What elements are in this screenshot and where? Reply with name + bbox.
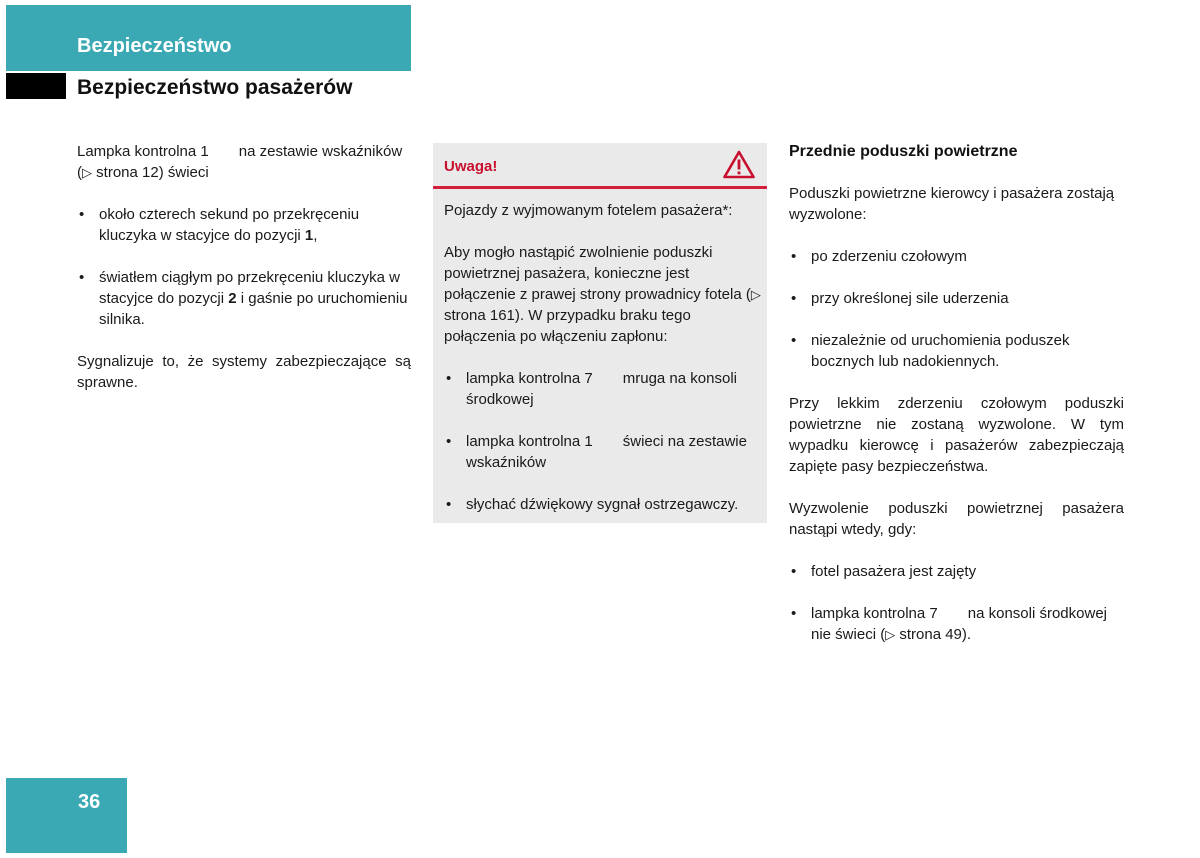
right-b5-a: lampka kontrolna 7 <box>811 605 938 622</box>
warning-b2-a: lampka kontrolna 1 <box>466 433 593 450</box>
list-item <box>77 267 411 330</box>
section-heading: Przednie poduszki powietrzne <box>789 143 1018 160</box>
bullet1-position: 1 <box>304 227 314 244</box>
warning-paragraph-1: Pojazdy z wyjmowanym fotelem pasażera*: <box>444 202 733 219</box>
warning-body <box>444 200 762 536</box>
section-tab <box>6 5 411 71</box>
warning-b1-b: mruga na konsoli środkowej <box>466 370 737 408</box>
intro-text-c: ( <box>77 164 82 181</box>
page-ref-arrow-icon: ▷ <box>885 627 896 642</box>
page-ref-arrow-icon: ▷ <box>82 165 92 180</box>
intro-text-a: Lampka kontrolna 1 <box>77 143 209 160</box>
warning-b2-b: świeci na zestawie wskaźników <box>466 433 747 471</box>
bullet1-end: , <box>313 227 318 244</box>
bullet2-text: światłem ciągłym po przekręceniu kluczyka w stacyjce do pozycji <box>99 269 400 307</box>
page-title: Bezpieczeństwo pasażerów <box>77 76 353 99</box>
warning-bullet-list <box>444 368 762 515</box>
intro-text-b: na zestawie wskaźników <box>238 143 403 160</box>
bullet2-position: 2 <box>228 290 237 307</box>
right-paragraph-3: Wyzwolenie poduszki powietrznej pasażera nastąpi wtedy, gdy: <box>789 500 1124 538</box>
right-paragraph-1: Poduszki powietrzne kierowcy i pasażera zostają wyzwolone: <box>789 185 1115 223</box>
closing-paragraph: Sygnalizuje to, że systemy zabezpieczające są sprawne. <box>77 353 411 391</box>
list-item <box>789 603 1124 645</box>
intro-paragraph <box>77 141 411 183</box>
intro-text-d: strona 12) świeci <box>92 164 209 181</box>
right-b5-b: na konsoli środkowej nie świeci ( <box>811 605 1107 643</box>
right-paragraph-2: Przy lekkim zderzeniu czołowym poduszki powietrzne nie zostaną wyzwolone. W tym wypadku kierowcę i pasażerów zabezpieczają zapięte pasy bezpieczeństwa. <box>789 395 1124 475</box>
list-item: • przy określonej sile uderzenia <box>789 288 1124 309</box>
warning-triangle-icon <box>723 150 755 179</box>
list-item <box>77 204 411 246</box>
page-number-tab <box>6 778 127 853</box>
page-ref-arrow-icon: ▷ <box>750 287 761 302</box>
warning-b1-a: lampka kontrolna 7 <box>466 370 593 387</box>
warning-paragraph-2 <box>444 242 762 347</box>
list-item: • po zderzeniu czołowym <box>789 246 1124 267</box>
right-bullet-list-2 <box>789 561 1124 645</box>
warning-title: Uwaga! <box>444 158 498 175</box>
page-number: 36 <box>78 791 101 813</box>
warning-header <box>433 143 767 189</box>
list-item: • fotel pasażera jest zajęty <box>789 561 1124 582</box>
warning-p2-text-b: strona 161). W przypadku braku tego połączenia po włączeniu zapłonu: <box>444 307 691 345</box>
left-bullet-list <box>77 204 411 330</box>
title-marker-bar <box>6 73 66 99</box>
right-b5-c: strona 49). <box>895 626 972 643</box>
bullet2-end: i gaśnie po uruchomieniu silnika. <box>99 290 408 328</box>
warning-box <box>433 143 767 523</box>
list-item: • niezależnie od uruchomienia poduszek bocznych lub nadokiennych. <box>789 330 1124 372</box>
right-column <box>789 141 1124 666</box>
left-column <box>77 141 411 414</box>
warning-p2-text-a: Aby mogło nastąpić zwolnienie poduszki powietrznej pasażera, konieczne jest połączenie z prawej strony prowadnicy fotela ( <box>444 244 751 303</box>
bullet1-text: około czterech sekund po przekręceniu kluczyka w stacyjce do pozycji <box>99 206 360 244</box>
section-label: Bezpieczeństwo <box>77 35 232 57</box>
list-item <box>444 431 762 473</box>
right-bullet-list-1 <box>789 246 1124 372</box>
list-item <box>444 368 762 410</box>
list-item: • słychać dźwiękowy sygnał ostrzegawczy. <box>444 494 762 515</box>
